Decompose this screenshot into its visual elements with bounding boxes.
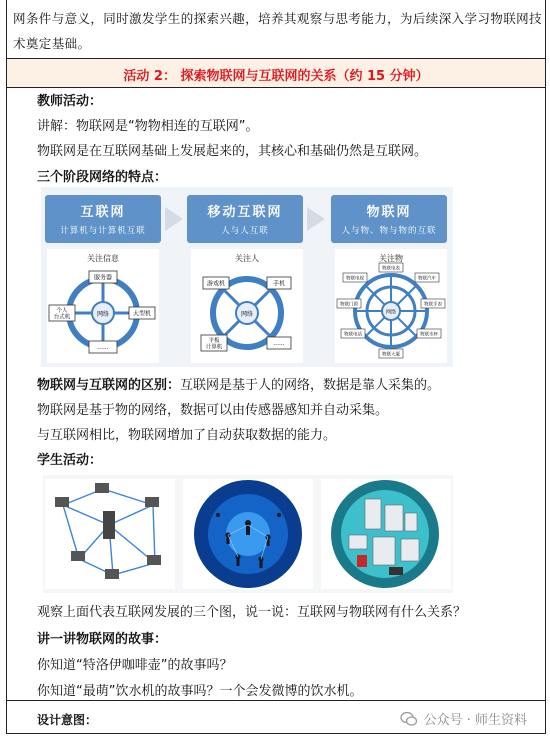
stage-box-mobile-internet — [187, 195, 303, 243]
network-photos — [43, 475, 453, 593]
lesson-table — [6, 0, 546, 734]
stage-subtitle: 人与人互联 — [221, 226, 269, 236]
computers-network-image — [45, 479, 175, 589]
story-line-2: 你知道“最萌”饮水机的故事吗？一个会发微博的饮水机。 — [37, 684, 363, 699]
stage-panel-internet — [47, 249, 159, 363]
difference-text: 互联网是基于人的网络，数据是靠人采集的。 — [180, 378, 441, 393]
svg-text:物联电表: 物联电表 — [382, 266, 400, 272]
things-network-image — [321, 479, 451, 589]
design-intent-row — [7, 700, 545, 734]
svg-text:物联水杯: 物联水杯 — [420, 332, 438, 338]
svg-text:大型机: 大型机 — [132, 310, 152, 318]
teacher-line-4: 与互联网相比，物联网增加了自动获取数据的能力。 — [37, 428, 337, 443]
svg-text:服务器: 服务器 — [93, 274, 113, 282]
stage-box-internet — [45, 195, 161, 243]
watermark — [400, 709, 527, 728]
svg-text:物联电话: 物联电话 — [344, 332, 362, 338]
activity-title: 活动 2： 探索物联网与互联网的关系（约 15 分钟） — [123, 69, 429, 84]
svg-text:个人: 个人 — [56, 308, 68, 314]
teacher-line-1: 讲解：物联网是“物物相连的互联网”。 — [37, 119, 259, 134]
network-ring-diagram — [47, 249, 159, 363]
svg-text:物联电视: 物联电视 — [346, 276, 364, 282]
observe-question: 观察上面代表互联网发展的三个图，说一说：互联网与物联网有什么关系？ — [37, 605, 467, 620]
stage-subtitle: 计算机与计算机互联 — [60, 226, 146, 236]
intro-paragraph: 网条件与意义，同时激发学生的探索兴趣，培养其观察与思考能力，为后续深入学习物联网技术奠定基础。 — [13, 11, 542, 51]
difference-line — [37, 374, 440, 393]
difference-label: 物联网与互联网的区别： — [37, 378, 181, 393]
teacher-heading: 教师活动： — [37, 94, 103, 109]
network-ring-diagram — [335, 249, 447, 363]
svg-text:计算机: 计算机 — [205, 344, 223, 351]
stage-box-iot — [331, 195, 447, 243]
student-heading: 学生活动： — [37, 453, 103, 468]
svg-text:物联汽车: 物联汽车 — [418, 276, 436, 282]
stage-panel-mobile-internet — [191, 249, 303, 363]
network-stages-figure — [41, 187, 453, 367]
stage-panel-iot — [335, 249, 447, 363]
svg-text:物联门锁: 物联门锁 — [340, 302, 358, 308]
svg-text:物联手表: 物联手表 — [424, 302, 442, 308]
center-label: 网络 — [96, 311, 110, 318]
network-ring-diagram — [191, 249, 303, 363]
svg-text:......: ...... — [97, 344, 109, 351]
people-network-image — [183, 479, 313, 589]
svg-text:网络: 网络 — [240, 311, 254, 318]
svg-text:手机: 手机 — [272, 280, 286, 288]
wechat-icon — [400, 710, 418, 728]
network-photos-figure — [43, 475, 453, 593]
stage-subtitle: 人与物、物与物的互联 — [341, 226, 437, 236]
watermark-text: 公众号 · 师生资料 — [423, 713, 527, 728]
teacher-line-3: 物联网是基于物的网络，数据可以由传感器感知并自动采集。 — [37, 403, 389, 418]
design-intent-label: 设计意图： — [37, 713, 98, 727]
panel-focus-label: 关注信息 — [87, 254, 119, 263]
stage-title: 互联网 — [80, 205, 126, 220]
svg-text:平板: 平板 — [208, 338, 220, 344]
teacher-line-2: 物联网是在互联网基础上发展起来的，其核心和基础仍然是互联网。 — [37, 144, 428, 159]
svg-text:网络: 网络 — [385, 309, 397, 316]
panel-focus-label: 关注物 — [379, 254, 403, 263]
svg-text:......: ...... — [273, 340, 285, 347]
stage-title: 物联网 — [366, 205, 412, 220]
story-heading: 讲一讲物联网的故事： — [37, 632, 168, 647]
arrow-right-icon — [165, 207, 183, 231]
svg-text:台式机: 台式机 — [53, 314, 71, 321]
svg-text:游戏机: 游戏机 — [206, 280, 226, 288]
svg-text:物联大厦: 物联大厦 — [382, 352, 400, 358]
panel-focus-label: 关注人 — [235, 254, 259, 263]
arrow-right-icon — [307, 207, 325, 231]
story-line-1: 你知道“特洛伊咖啡壶”的故事吗？ — [37, 658, 233, 673]
activity-header-row — [7, 58, 545, 88]
stage-heading: 三个阶段网络的特点： — [37, 170, 168, 185]
stage-title: 移动互联网 — [207, 205, 283, 220]
